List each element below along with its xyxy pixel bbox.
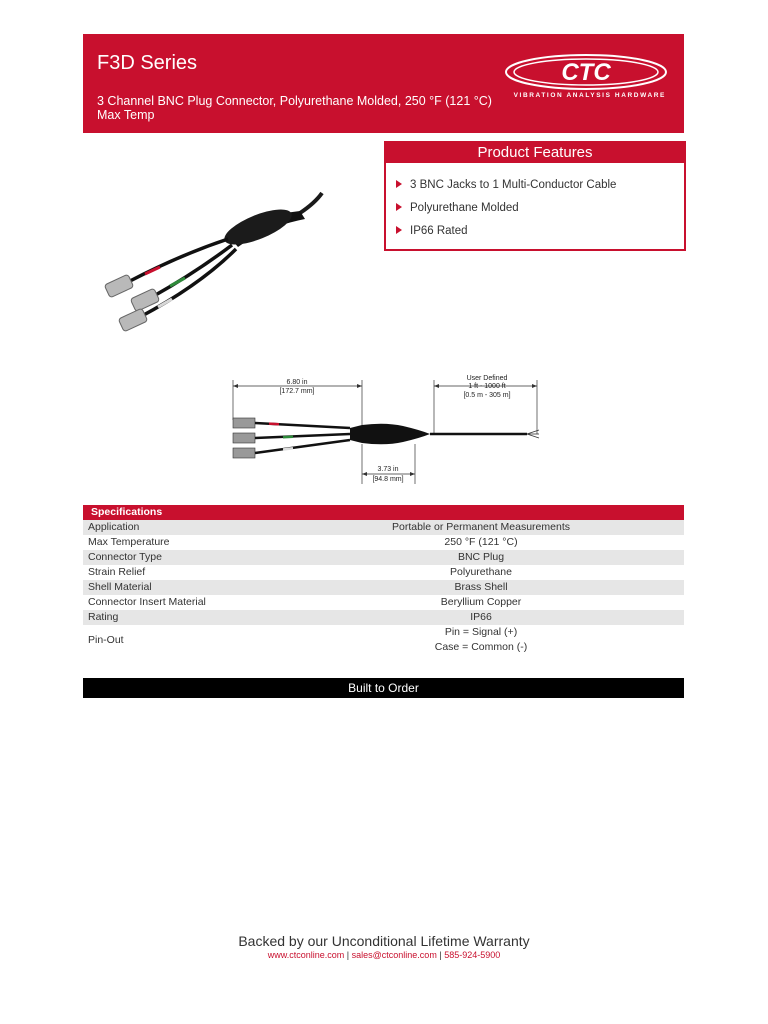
logo-text: CTC: [561, 59, 611, 86]
spec-value: IP66: [333, 610, 684, 625]
header-banner: [83, 34, 684, 133]
bullet-triangle-icon: [396, 203, 402, 211]
spec-label: Strain Relief: [88, 566, 146, 578]
spec-value: 250 °F (121 °C): [444, 536, 518, 548]
spec-label: Max Temperature: [88, 536, 170, 548]
spec-value: Polyurethane: [450, 566, 512, 578]
specifications-title: Specifications: [91, 506, 163, 518]
page-title: F3D Series: [97, 52, 198, 74]
bullet-triangle-icon: [396, 180, 402, 188]
spec-value: Brass Shell: [333, 580, 684, 595]
dim-molded-mm: [94.8 mm]: [372, 476, 404, 483]
table-row: [83, 595, 684, 610]
table-row: [83, 610, 684, 625]
dim-length-in: 6.80 in: [286, 379, 308, 386]
logo-tagline: VIBRATION ANALYSIS HARDWARE: [513, 92, 666, 99]
email-link[interactable]: sales@ctconline.com: [351, 950, 437, 960]
dimension-drawing: [225, 372, 550, 487]
product-photo: [100, 185, 340, 335]
spec-label: Pin-Out: [88, 633, 124, 646]
separator: |: [439, 950, 442, 960]
dim-cable-label: User Defined: [466, 375, 508, 382]
spec-value: Beryllium Copper: [440, 596, 522, 608]
table-row: [83, 550, 684, 565]
dim-length-mm: [172.7 mm]: [279, 388, 315, 395]
spec-label: Application: [83, 520, 333, 535]
spec-value: BNC Plug: [333, 550, 684, 565]
spec-label: Connector Type: [83, 550, 333, 565]
dim-cable-range: 1 ft - 1000 ft: [468, 383, 506, 390]
contact-line: [0, 950, 768, 960]
feature-item: Polyurethane Molded: [396, 202, 519, 214]
warranty-text: Backed by our Unconditional Lifetime Warranty: [238, 933, 530, 949]
page-subtitle: 3 Channel BNC Plug Connector, Polyurethane Molded, 250 °F (121 °C) Max Temp: [97, 94, 492, 122]
spec-label: Connector Insert Material: [88, 596, 206, 608]
table-row: [83, 535, 684, 550]
table-row: [83, 580, 684, 595]
table-row: [83, 565, 684, 580]
product-features-box: [384, 141, 686, 251]
pinout-common: Case = Common (-): [434, 641, 528, 653]
specifications-table: [83, 520, 684, 655]
specifications-header: [83, 505, 684, 520]
table-row: [83, 625, 684, 655]
phone-number: 585-924-5900: [444, 950, 501, 960]
feature-item: 3 BNC Jacks to 1 Multi-Conductor Cable: [396, 179, 616, 191]
spec-label: Rating: [83, 610, 333, 625]
website-link[interactable]: www.ctconline.com: [267, 950, 345, 960]
built-to-order-banner: Built to Order: [83, 678, 684, 698]
spec-label: Shell Material: [83, 580, 333, 595]
spec-value: [333, 625, 684, 655]
spec-value: Portable or Permanent Measurements: [333, 520, 684, 535]
pinout-signal: Pin = Signal (+): [444, 626, 518, 638]
table-row: [83, 520, 684, 535]
dim-molded-in: 3.73 in: [377, 466, 399, 473]
product-features-title: Product Features: [386, 143, 684, 163]
separator: |: [346, 950, 350, 960]
dim-cable-range-metric: [0.5 m - 305 m]: [463, 392, 511, 399]
bullet-triangle-icon: [396, 226, 402, 234]
feature-item: IP66 Rated: [396, 225, 468, 237]
